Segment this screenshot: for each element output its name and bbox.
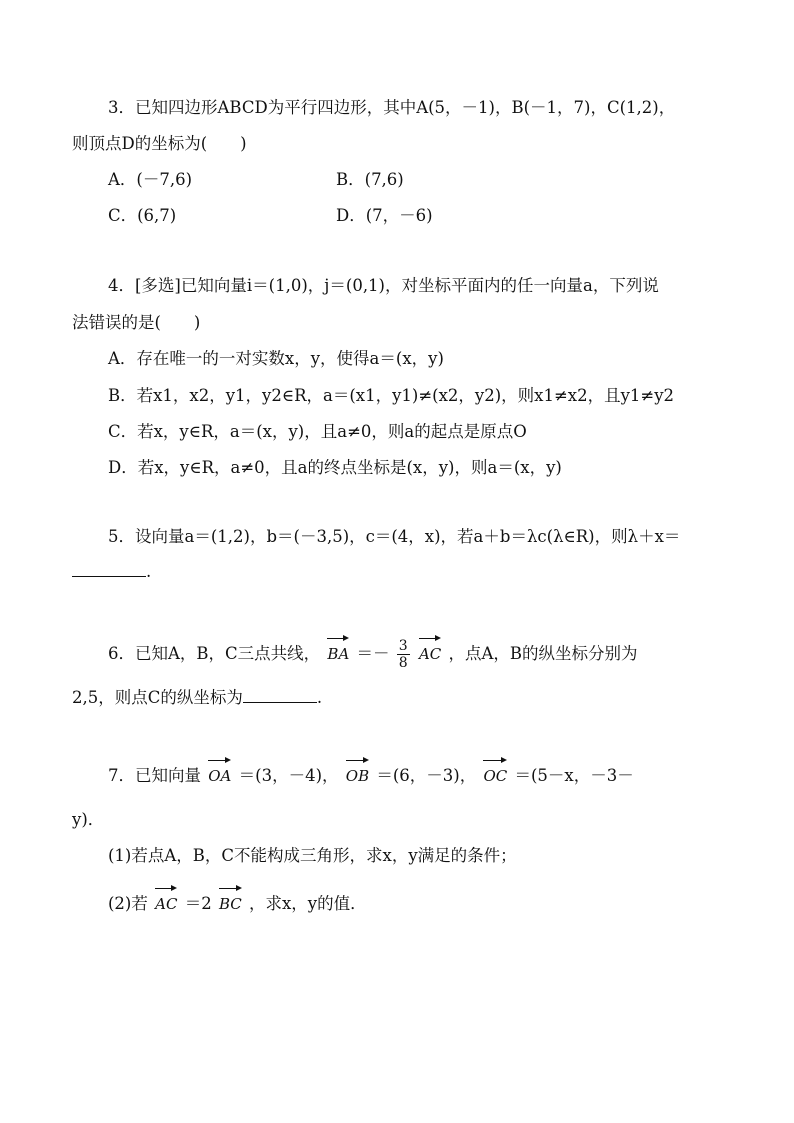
q7-value-oa: ＝(3，－4)， [238, 766, 339, 785]
q5-answer-blank [72, 562, 146, 577]
q6-vector-ba: BA [327, 636, 349, 664]
q6-answer-blank [243, 688, 317, 703]
q4-stem-line1: 4．[多选]已知向量i＝(1,0)，j＝(0,1)，对坐标平面内的任一向量a，下列说 [108, 276, 659, 295]
q4-option-b: B．若x1，x2，y1，y2∈R，a＝(x1，y1)≠(x2，y2)，则x1≠x2，且y1≠y2 [108, 386, 675, 405]
q3-stem-line2: 则顶点D的坐标为( ) [72, 134, 247, 153]
q7-part2-start: (2)若 [108, 894, 148, 913]
q4-stem-line2: 法错误的是( ) [72, 313, 201, 332]
q7-value-oc: ＝(5－x，－3－ [514, 766, 634, 785]
q7-stem-line1 [108, 758, 634, 786]
q7-part1: (1)若点A，B，C不能构成三角形，求x，y满足的条件； [108, 846, 517, 865]
q6-line2-text: 2,5，则点C的纵坐标为 [72, 688, 243, 707]
q7-vector-oc: OC [483, 758, 507, 786]
q6-frac-denominator: 8 [398, 655, 408, 671]
q7-vector-ac: AC [155, 886, 177, 914]
q4-option-a: A．存在唯一的一对实数x，y，使得a＝(x，y) [108, 349, 444, 368]
q7-vector-bc: BC [219, 886, 242, 914]
q3-stem-line1: 3．已知四边形ABCD为平行四边形，其中A(5，－1)，B(－1，7)，C(1,2)， [108, 98, 676, 117]
q5-answer-line [72, 562, 151, 582]
q7-value-ob: ＝(6，－3)， [376, 766, 477, 785]
q6-stem-line2 [72, 688, 322, 708]
q3-option-c: C．(6,7) [108, 206, 177, 225]
q7-part2-mid: ＝2 [184, 894, 212, 913]
q6-eq-neg: ＝－ [356, 644, 390, 663]
q7-vector-oa: OA [208, 758, 231, 786]
q7-text-start: 7．已知向量 [108, 766, 201, 785]
q6-fraction [397, 638, 410, 671]
q3-option-a: A．(－7,6) [108, 170, 193, 189]
q5-period: . [146, 562, 152, 581]
q5-stem-line1: 5．设向量a＝(1,2)，b＝(－3,5)，c＝(4，x)，若a＋b＝λc(λ∈R)，则λ＋x＝ [108, 527, 681, 546]
q4-option-c: C．若x，y∈R，a＝(x，y)，且a≠0，则a的起点是原点O [108, 422, 527, 441]
q7-part2-end: ，求x，y的值． [248, 894, 367, 913]
q6-text-start: 6．已知A，B，C三点共线， [108, 644, 321, 663]
q6-stem-line1 [108, 636, 638, 671]
q7-vector-ob: OB [346, 758, 369, 786]
q6-period: . [316, 688, 323, 707]
q4-option-d: D．若x，y∈R，a≠0，且a的终点坐标是(x，y)，则a＝(x，y) [108, 458, 562, 477]
q7-stem-line2: y)． [72, 810, 105, 829]
q6-text-end: ，点A，B的纵坐标分别为 [448, 644, 638, 663]
q7-part2 [108, 886, 367, 914]
q3-option-b: B．(7,6) [336, 170, 404, 189]
q6-vector-ac: AC [419, 636, 441, 664]
q6-frac-numerator: 3 [398, 638, 408, 654]
q3-option-d: D．(7，－6) [336, 206, 433, 225]
